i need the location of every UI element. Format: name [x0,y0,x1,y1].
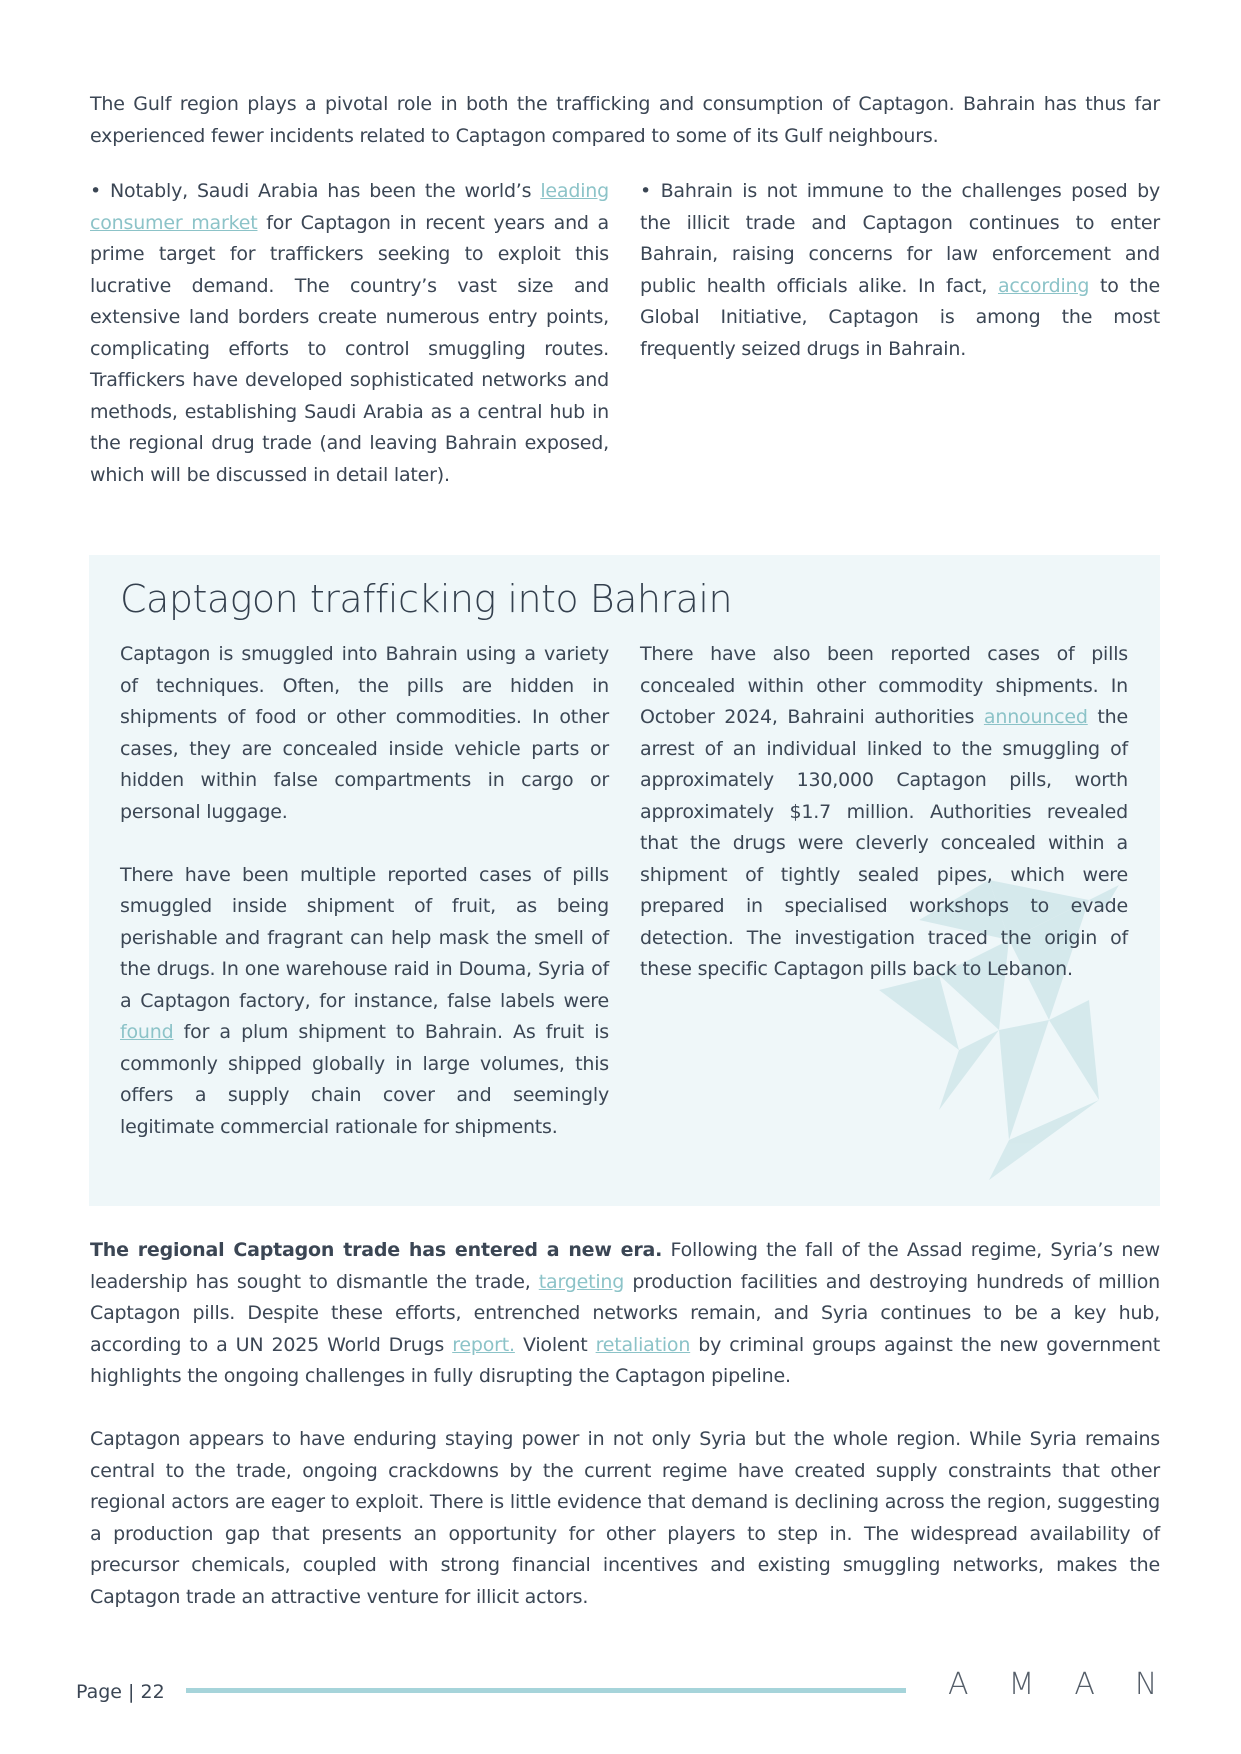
bold-lead: The regional Captagon trade has entered a new era. [90,1239,663,1261]
smuggling-techniques-paragraph: Captagon is smuggled into Bahrain using a variety of techniques. Often, the pills are hidden in shipments of food or other commodities. In other cases, they are concealed inside vehicle parts or hidden within false compartments in cargo or personal luggage. [120,643,609,823]
found-link[interactable]: found [120,1021,174,1043]
trafficking-callout-box [89,555,1160,1206]
text: to the Global Initiative, Captagon is among the most frequently seized drugs in Bahrain. [640,274,1161,360]
text: Violent [514,1333,596,1356]
page-number: Page | 22 [76,1681,165,1703]
targeting-link[interactable]: targeting [538,1270,625,1293]
saudi-paragraph [90,176,609,491]
footer-divider [186,1688,906,1693]
text: • Bahrain is not immune to the challenges posed by the illicit trade and Captagon continues to enter Bahrain, raising concerns for law enforcement and public health officials alike. In fact, [640,180,1160,297]
text: for Captagon in recent years and a prime target for traffickers seeking to exploit this lucrative demand. The country’s vast size and extensive land borders create numerous entry points, complicating efforts to control smuggling routes. Traffickers have developed sophisticated networks and methods, establishing Saudi Arabia as a central hub in the regional drug trade (and leaving Bahrain exposed, which will be discussed in detail later). [90,211,610,486]
text: for a plum shipment to Bahrain. As fruit is commonly shipped globally in large volumes, this offers a supply chain cover and seemingly legitimate commercial rationale for shipments. [120,1021,609,1138]
report-link[interactable]: report. [452,1333,515,1356]
text: Following the fall of the Assad regime, Syria’s new leadership has sought to dismantle the trade, [90,1239,1160,1293]
intro-paragraph: The Gulf region plays a pivotal role in both the trafficking and consumption of Captagon. Bahrain has thus far experienced fewer incidents related to Captagon compared to some of its Gulf neighbours. [90,93,1160,147]
pipes-shipment-paragraph [640,639,1128,986]
conclusion-section [90,1235,1160,1613]
retaliation-link[interactable]: retaliation [595,1333,691,1356]
text: • Notably, Saudi Arabia has been the world’s [90,180,541,202]
leading-consumer-market-link[interactable]: leading consumer market [90,180,609,234]
aman-logo: AMAN [948,1667,1198,1702]
bahrain-paragraph [640,176,1160,365]
callout-left-column [120,639,609,1143]
new-era-paragraph [90,1235,1160,1393]
text: production facilities and destroying hundreds of million Captagon pills. Despite these efforts, entrenched networks remain, and Syria continues to be a key hub, according to a UN 2025 World Drugs [90,1270,1161,1356]
text: There have also been reported cases of pills concealed within other commodity shipments. In October 2024, Bahraini authorities [640,643,1128,728]
fruit-shipments-paragraph [120,860,609,1144]
announced-link[interactable]: announced [983,706,1088,728]
text: There have been multiple reported cases of pills smuggled inside shipment of fruit, as being perishable and fragrant can help mask the smell of the drugs. In one warehouse raid in Douma, Syria of a Captagon factory, for instance, false labels were [120,863,609,1012]
callout-title: Captagon trafficking into Bahrain [120,577,733,621]
text: by criminal groups against the new government highlights the ongoing challenges in fully disrupting the Captagon pipeline. [90,1333,1160,1387]
according-link[interactable]: according [997,274,1090,297]
text: the arrest of an individual linked to the smuggling of approximately 130,000 Captagon pills, worth approximately $1.7 million. Authorities revealed that the drugs were cleverly concealed within a shipment of tightly sealed pipes, which were prepared in specialised workshops to evade detection. The investigation traced the origin of these specific Captagon pills back to Lebanon. [640,706,1129,980]
callout-right-column [640,639,1128,986]
staying-power-paragraph: Captagon appears to have enduring staying power in not only Syria but the whole region. While Syria remains central to the trade, ongoing crackdowns by the current regime have created supply constraints that other regional actors are eager to exploit. There is little evidence that demand is declining across the region, suggesting a production gap that presents an opportunity for other players to step in. The widespread availability of precursor chemicals, coupled with strong financial incentives and existing smuggling networks, makes the Captagon trade an attractive venture for illicit actors. [90,1428,1160,1608]
